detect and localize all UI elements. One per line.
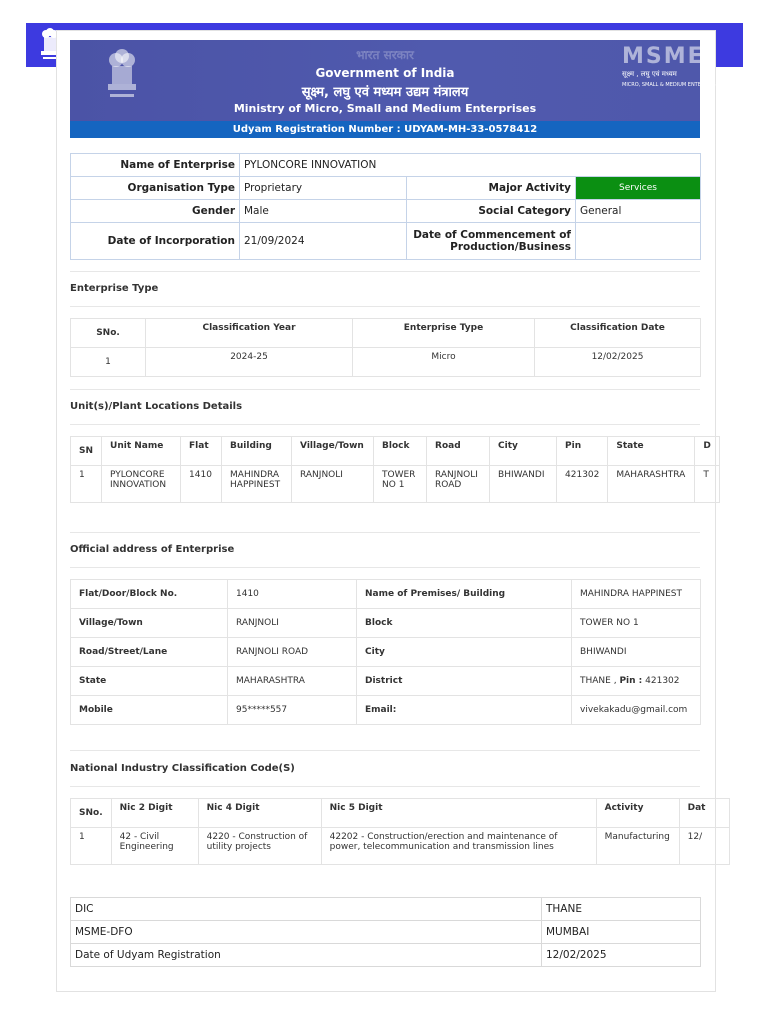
divider <box>70 306 700 307</box>
major-activity-value: Services <box>576 177 701 200</box>
msme-dfo-value: MUMBAI <box>542 921 701 944</box>
column-header: State <box>608 437 695 466</box>
dic-label: DIC <box>71 898 542 921</box>
msme-logo: MSME <box>622 44 705 69</box>
divider <box>70 567 700 568</box>
divider <box>70 532 700 533</box>
table-row <box>71 944 701 967</box>
nic-scroll <box>70 798 706 874</box>
table-cell: 12/02/2025 <box>535 348 701 377</box>
column-header: Classification Date <box>535 319 701 348</box>
premises-label: Name of Premises/ Building <box>357 580 572 609</box>
column-header: Nic 2 Digit <box>111 799 198 828</box>
msme-logo-hindi: सूक्ष्म , लघु एवं मध्यम <box>622 70 677 78</box>
road-label: Road/Street/Lane <box>71 638 228 667</box>
enterprise-type-heading: Enterprise Type <box>70 283 159 294</box>
divider <box>70 786 700 787</box>
organisation-type-label: Organisation Type <box>71 177 240 200</box>
email-value: vivekakadu@gmail.com <box>572 696 701 725</box>
column-header: Pin <box>557 437 608 466</box>
date-of-incorporation-value: 21/09/2024 <box>240 223 407 260</box>
column-header: Activity <box>596 799 679 828</box>
flat-value: 1410 <box>228 580 357 609</box>
table-cell: RANJNOLI <box>292 466 374 503</box>
table-cell: TOWER NO 1 <box>374 466 427 503</box>
table-cell: RANJNOLI ROAD <box>427 466 490 503</box>
unit-locations-table <box>70 436 720 503</box>
column-header: Enterprise Type <box>353 319 535 348</box>
table-cell: Manufacturing <box>596 828 679 865</box>
official-address-table <box>70 579 701 725</box>
district-value <box>572 667 701 696</box>
state-label: State <box>71 667 228 696</box>
ministry-hindi-text: सूक्ष्म, लघु एवं मध्यम उद्यम मंत्रालय <box>301 85 469 100</box>
table-row <box>71 580 701 609</box>
pin-value: 421302 <box>645 676 680 686</box>
msme-logo-english: MICRO, SMALL & MEDIUM ENTERPRISES <box>622 82 722 88</box>
divider <box>70 271 700 272</box>
mobile-value: 95*****557 <box>228 696 357 725</box>
table-header-row <box>71 319 701 348</box>
table-row <box>71 921 701 944</box>
table-row <box>71 466 720 503</box>
date-of-incorporation-label: Date of Incorporation <box>71 223 240 260</box>
divider <box>70 389 700 390</box>
table-header-row <box>71 437 720 466</box>
government-of-india-text: Government of India <box>315 66 455 80</box>
block-label: Block <box>357 609 572 638</box>
table-row <box>71 154 701 177</box>
organisation-type-value: Proprietary <box>240 177 407 200</box>
table-row <box>71 898 701 921</box>
column-header: Road <box>427 437 490 466</box>
village-value: RANJNOLI <box>228 609 357 638</box>
table-header-row <box>71 799 730 828</box>
date-of-commencement-label: Date of Commencement of Production/Business <box>407 223 576 260</box>
table-cell: MAHINDRA HAPPINEST <box>222 466 292 503</box>
gender-label: Gender <box>71 200 240 223</box>
table-row <box>71 638 701 667</box>
enterprise-type-table <box>70 318 701 377</box>
social-category-label: Social Category <box>407 200 576 223</box>
column-header: Dat <box>679 799 729 828</box>
city-value: BHIWANDI <box>572 638 701 667</box>
column-header: Unit Name <box>102 437 181 466</box>
nic-heading: National Industry Classification Code(S) <box>70 763 295 774</box>
table-cell: 42 - Civil Engineering <box>111 828 198 865</box>
column-header: Classification Year <box>146 319 353 348</box>
table-row <box>71 177 701 200</box>
premises-value: MAHINDRA HAPPINEST <box>572 580 701 609</box>
table-row <box>71 828 730 865</box>
social-category-value: General <box>576 200 701 223</box>
table-row <box>71 696 701 725</box>
table-row <box>71 200 701 223</box>
table-cell: 1 <box>71 348 146 377</box>
road-value: RANJNOLI ROAD <box>228 638 357 667</box>
unit-locations-scroll <box>70 436 711 516</box>
column-header: City <box>490 437 557 466</box>
table-cell: MAHARASHTRA <box>608 466 695 503</box>
table-cell: 4220 - Construction of utility projects <box>198 828 321 865</box>
block-value: TOWER NO 1 <box>572 609 701 638</box>
dic-details-table <box>70 897 701 967</box>
table-row <box>71 348 701 377</box>
table-cell: T <box>695 466 720 503</box>
column-header: SNo. <box>71 319 146 348</box>
table-row <box>71 667 701 696</box>
divider <box>70 424 700 425</box>
udyam-registration-date-label: Date of Udyam Registration <box>71 944 542 967</box>
major-activity-label: Major Activity <box>407 177 576 200</box>
district-text: THANE , <box>580 676 617 686</box>
table-cell: 42202 - Construction/erection and maintenance of power, telecommunication and transmission lines <box>321 828 596 865</box>
nic-table <box>70 798 730 865</box>
district-label: District <box>357 667 572 696</box>
enterprise-details-table <box>70 153 701 260</box>
mobile-label: Mobile <box>71 696 228 725</box>
village-label: Village/Town <box>71 609 228 638</box>
email-label: Email: <box>357 696 572 725</box>
udyam-registration-number: Udyam Registration Number : UDYAM-MH-33-0578412 <box>70 121 700 138</box>
table-cell: 1 <box>71 466 102 503</box>
ministry-english-text: Ministry of Micro, Small and Medium Enterprises <box>233 102 537 115</box>
flat-label: Flat/Door/Block No. <box>71 580 228 609</box>
table-cell: 2024-25 <box>146 348 353 377</box>
unit-locations-heading: Unit(s)/Plant Locations Details <box>70 401 243 412</box>
bharat-sarkar-text: भारत सरकार <box>356 48 414 62</box>
divider <box>70 750 700 751</box>
column-header: Village/Town <box>292 437 374 466</box>
column-header: Nic 5 Digit <box>321 799 596 828</box>
table-cell: PYLONCORE INNOVATION <box>102 466 181 503</box>
msme-dfo-label: MSME-DFO <box>71 921 542 944</box>
column-header: Building <box>222 437 292 466</box>
table-cell: 421302 <box>557 466 608 503</box>
column-header: Block <box>374 437 427 466</box>
column-header: Flat <box>181 437 222 466</box>
table-cell: 12/ <box>679 828 729 865</box>
official-address-heading: Official address of Enterprise <box>70 544 235 555</box>
table-cell: Micro <box>353 348 535 377</box>
column-header: SN <box>71 437 102 466</box>
name-of-enterprise-value: PYLONCORE INNOVATION <box>240 154 701 177</box>
state-value: MAHARASHTRA <box>228 667 357 696</box>
name-of-enterprise-label: Name of Enterprise <box>71 154 240 177</box>
certificate-banner <box>70 40 722 122</box>
table-cell: 1410 <box>181 466 222 503</box>
table-cell: 1 <box>71 828 112 865</box>
column-header: D <box>695 437 720 466</box>
date-of-commencement-value <box>576 223 701 260</box>
table-cell: BHIWANDI <box>490 466 557 503</box>
pin-label: Pin : <box>619 676 643 686</box>
udyam-registration-date-value: 12/02/2025 <box>542 944 701 967</box>
table-row <box>71 609 701 638</box>
column-header: SNo. <box>71 799 112 828</box>
gender-value: Male <box>240 200 407 223</box>
table-row <box>71 223 701 260</box>
column-header: Nic 4 Digit <box>198 799 321 828</box>
dic-value: THANE <box>542 898 701 921</box>
city-label: City <box>357 638 572 667</box>
